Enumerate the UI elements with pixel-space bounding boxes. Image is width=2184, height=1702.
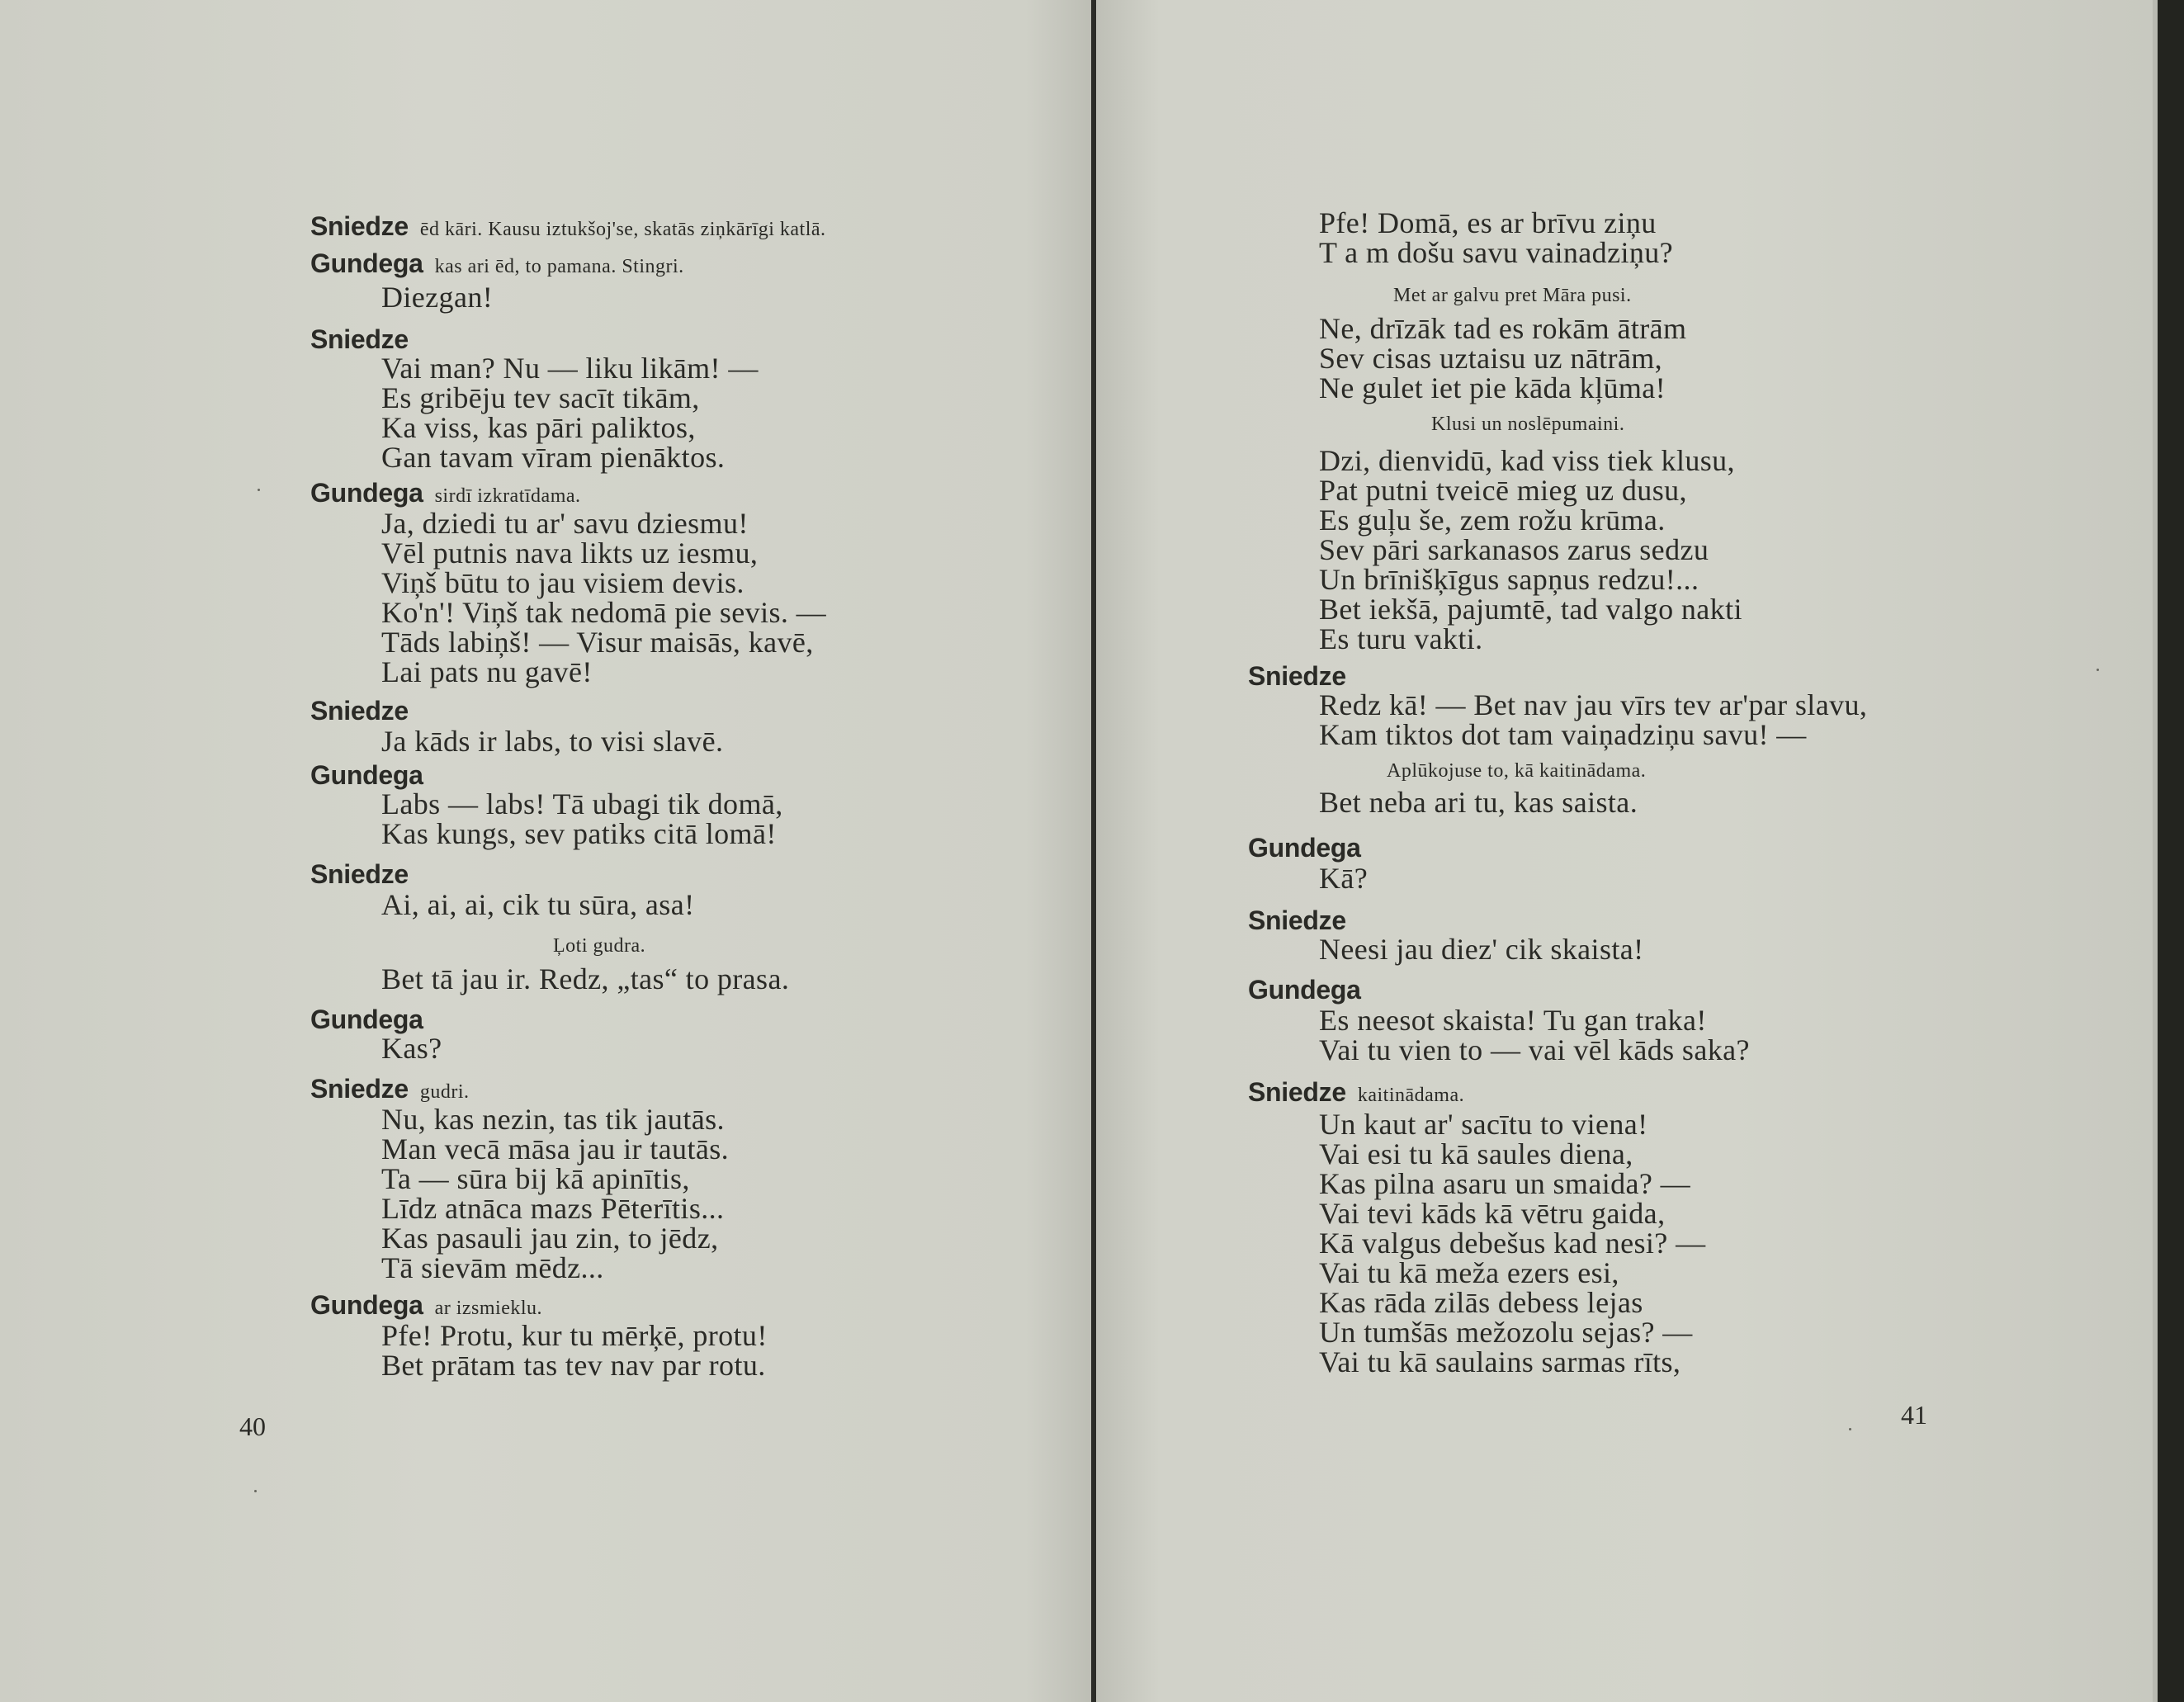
verse-line: Pat putni tveicē mieg uz dusu, bbox=[1319, 474, 1687, 507]
speaker-name: Sniedze bbox=[310, 324, 409, 354]
verse-line: Kas rāda zilās debess lejas bbox=[1319, 1286, 1643, 1319]
verse-line: Bet prātam tas tev nav par rotu. bbox=[381, 1349, 766, 1382]
verse-line: Sev pāri sarkanasos zarus sedzu bbox=[1319, 533, 1709, 566]
verse-line: Bet iekšā, pajumtē, tad valgo nakti bbox=[1319, 593, 1742, 626]
verse-line: Viņš būtu to jau visiem devis. bbox=[381, 566, 745, 599]
speaker-line bbox=[310, 858, 409, 889]
verse-line: Bet neba ari tu, kas saista. bbox=[1319, 786, 1638, 819]
speaker-line bbox=[310, 477, 581, 511]
verse-line: Kas kungs, sev patiks citā lomā! bbox=[381, 817, 777, 850]
verse-line: Dzi, dienvidū, kad viss tiek klusu, bbox=[1319, 444, 1735, 477]
speaker-name: Gundega bbox=[310, 1005, 423, 1034]
speaker-line bbox=[310, 210, 826, 244]
left-page bbox=[0, 0, 1091, 1702]
verse-line: Ne, drīzāk tad es rokām ātrām bbox=[1319, 312, 1687, 345]
verse-line: Līdz atnāca mazs Pēterītis... bbox=[381, 1192, 725, 1225]
verse-line: Vēl putnis nava likts uz iesmu, bbox=[381, 537, 759, 570]
stage-direction: Ļoti gudra. bbox=[553, 935, 646, 957]
verse-line: Gan tavam vīram pienāktos. bbox=[381, 441, 726, 474]
verse-line: Bet tā jau ir. Redz, „tas“ to prasa. bbox=[381, 962, 790, 995]
verse-line: Ko'n'! Viņš tak nedomā pie sevis. — bbox=[381, 596, 827, 629]
verse-line: Kam tiktos dot tam vaiņadziņu savu! — bbox=[1319, 718, 1807, 751]
verse-line: Kā? bbox=[1319, 862, 1369, 895]
verse-line: Un tumšās mežozolu sejas? — bbox=[1319, 1316, 1693, 1349]
speaker-line bbox=[310, 324, 409, 354]
stage-direction: Aplūkojuse to, kā kaitinādama. bbox=[1387, 760, 1647, 782]
stage-direction: sirdī izkratīdama. bbox=[434, 485, 581, 507]
verse-line: Ta — sūra bij kā apinītis, bbox=[381, 1162, 690, 1195]
stage-direction: ēd kāri. Kausu iztukšoj'se, skatās ziņkārīgi katlā. bbox=[419, 219, 826, 240]
verse-line: Kas pilna asaru un smaida? — bbox=[1319, 1167, 1691, 1200]
stage-direction: ar izsmieklu. bbox=[434, 1298, 543, 1319]
verse-line: Neesi jau diez' cik skaista! bbox=[1319, 933, 1644, 966]
verse-line: Lai pats nu gavē! bbox=[381, 655, 593, 688]
verse-line: Diezgan! bbox=[381, 281, 494, 314]
verse-line: Un brīnišķīgus sapņus redzu!... bbox=[1319, 563, 1699, 596]
page-number-right: 41 bbox=[1901, 1400, 1927, 1430]
verse-line: Ne gulet iet pie kāda kļūma! bbox=[1319, 371, 1666, 404]
speaker-name: Gundega bbox=[310, 1290, 423, 1320]
speaker-line bbox=[1248, 832, 1361, 863]
right-page bbox=[1096, 0, 2158, 1702]
stage-direction: Klusi un noslēpumaini. bbox=[1431, 414, 1625, 435]
speaker-line bbox=[310, 248, 684, 281]
stage-direction: Met ar galvu pret Māra pusi. bbox=[1393, 285, 1632, 306]
verse-line: Tā sievām mēdz... bbox=[381, 1251, 604, 1284]
paper-speck bbox=[258, 489, 260, 491]
verse-line: Es gribēju tev sacīt tikām, bbox=[381, 381, 700, 414]
speaker-line bbox=[310, 1004, 423, 1034]
verse-line: Vai man? Nu — liku likām! — bbox=[381, 352, 759, 385]
stage-direction: kas ari ēd, to pamana. Stingri. bbox=[434, 256, 684, 277]
verse-line: Nu, kas nezin, tas tik jautās. bbox=[381, 1103, 725, 1136]
speaker-name: Gundega bbox=[1248, 833, 1361, 863]
paper-speck bbox=[2097, 669, 2099, 671]
verse-line: Vai tu vien to — vai vēl kāds saka? bbox=[1319, 1033, 1750, 1066]
paper-speck bbox=[254, 1490, 257, 1492]
verse-line: Pfe! Domā, es ar brīvu ziņu bbox=[1319, 206, 1657, 239]
speaker-line bbox=[1248, 974, 1361, 1005]
speaker-line bbox=[310, 759, 423, 790]
speaker-name: Sniedze bbox=[310, 696, 409, 726]
verse-line: Es neesot skaista! Tu gan traka! bbox=[1319, 1004, 1707, 1037]
speaker-name: Sniedze bbox=[310, 1074, 409, 1104]
speaker-name: Gundega bbox=[310, 248, 423, 278]
verse-line: T a m došu savu vainadziņu? bbox=[1319, 236, 1674, 269]
verse-line: Sev cisas uztaisu uz nātrām, bbox=[1319, 342, 1663, 375]
verse-line: Un kaut ar' sacītu to viena! bbox=[1319, 1108, 1648, 1141]
speaker-line bbox=[1248, 660, 1346, 691]
speaker-name: Gundega bbox=[1248, 975, 1361, 1005]
verse-line: Kas? bbox=[381, 1032, 442, 1065]
verse-line: Ka viss, kas pāri paliktos, bbox=[381, 411, 696, 444]
verse-line: Ja kāds ir labs, to visi slavē. bbox=[381, 725, 724, 758]
speaker-line bbox=[310, 695, 409, 726]
speaker-name: Gundega bbox=[310, 760, 423, 790]
verse-line: Vai tu kā saulains sarmas rīts, bbox=[1319, 1345, 1681, 1378]
verse-line: Pfe! Protu, kur tu mērķē, protu! bbox=[381, 1319, 768, 1352]
verse-line: Kas pasauli jau zin, to jēdz, bbox=[381, 1222, 719, 1255]
speaker-line bbox=[310, 1073, 470, 1107]
verse-line: Ja, dziedi tu ar' savu dziesmu! bbox=[381, 507, 749, 540]
speaker-line bbox=[1248, 905, 1346, 935]
speaker-name: Sniedze bbox=[310, 859, 409, 889]
speaker-name: Sniedze bbox=[310, 211, 409, 241]
verse-line: Vai tevi kāds kā vētru gaida, bbox=[1319, 1197, 1666, 1230]
stage-direction: kaitinādama. bbox=[1357, 1085, 1465, 1106]
stage-direction: gudri. bbox=[419, 1081, 470, 1103]
paper-speck bbox=[1849, 1428, 1851, 1430]
speaker-line bbox=[1248, 1076, 1464, 1110]
speaker-line bbox=[310, 1289, 542, 1323]
speaker-name: Sniedze bbox=[1248, 905, 1346, 935]
verse-line: Kā valgus debešus kad nesi? — bbox=[1319, 1227, 1706, 1260]
verse-line: Es turu vakti. bbox=[1319, 622, 1483, 655]
page-number-left: 40 bbox=[239, 1411, 266, 1441]
verse-line: Tāds labiņš! — Visur maisās, kavē, bbox=[381, 626, 814, 659]
verse-line: Es guļu še, zem rožu krūma. bbox=[1319, 504, 1666, 537]
speaker-name: Sniedze bbox=[1248, 1077, 1346, 1107]
verse-line: Vai esi tu kā saules diena, bbox=[1319, 1137, 1633, 1170]
verse-line: Vai tu kā meža ezers esi, bbox=[1319, 1256, 1619, 1289]
verse-line: Redz kā! — Bet nav jau vīrs tev ar'par slavu, bbox=[1319, 688, 1868, 721]
speaker-name: Gundega bbox=[310, 478, 423, 508]
verse-line: Ai, ai, ai, cik tu sūra, asa! bbox=[381, 888, 695, 921]
verse-line: Man vecā māsa jau ir tautās. bbox=[381, 1132, 730, 1165]
speaker-name: Sniedze bbox=[1248, 661, 1346, 691]
verse-line: Labs — labs! Tā ubagi tik domā, bbox=[381, 787, 783, 820]
